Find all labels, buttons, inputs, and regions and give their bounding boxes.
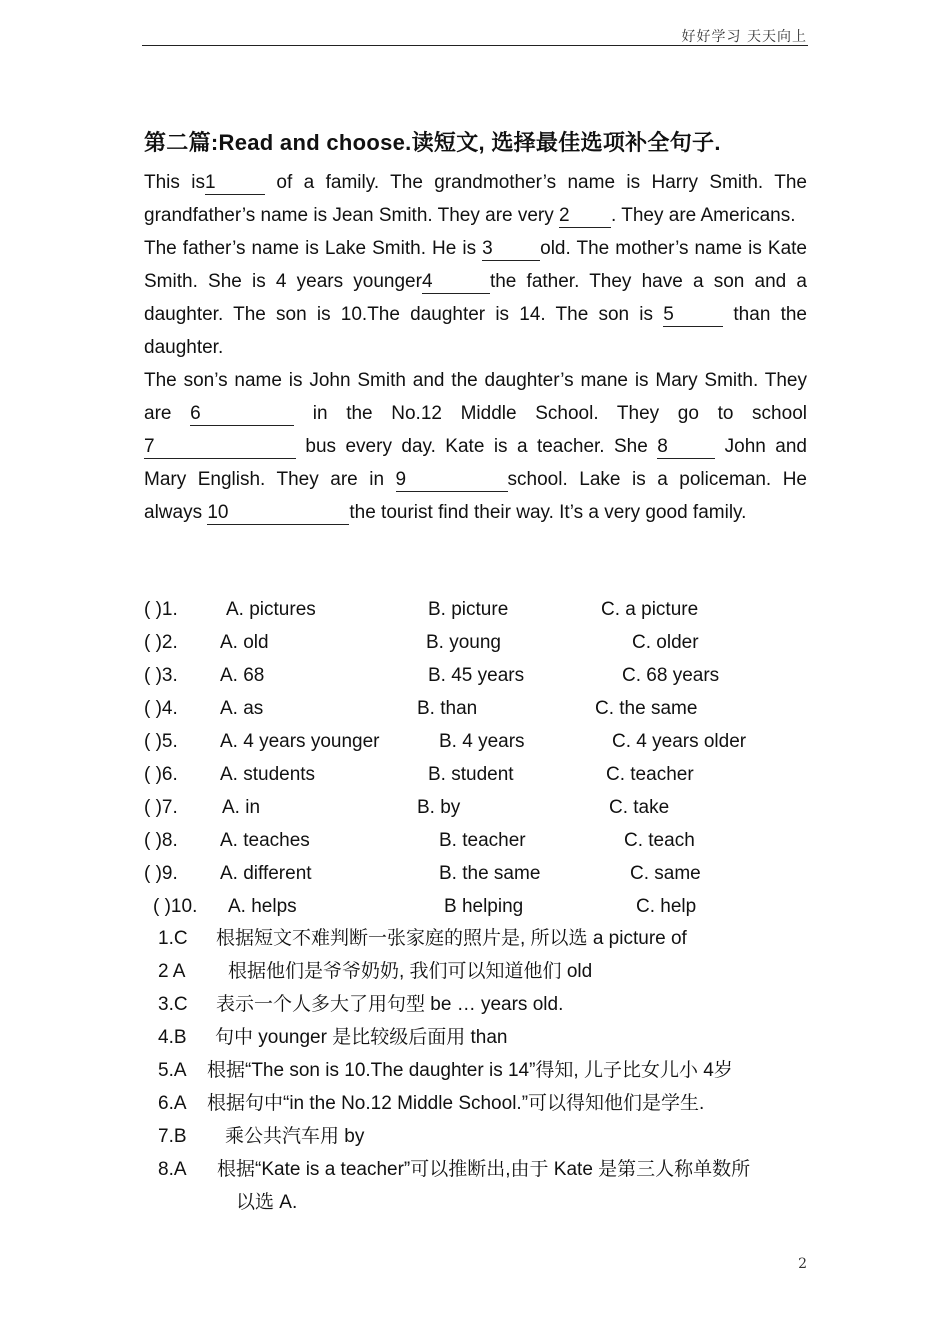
option-c: C. 68 years bbox=[622, 665, 720, 686]
option-c: C. take bbox=[609, 797, 670, 818]
option-b: B. student bbox=[428, 764, 514, 785]
section-title: 第二篇:Read and choose.读短文, 选择最佳选项补全句子. bbox=[144, 130, 721, 155]
answer-key: 7.B bbox=[158, 1126, 187, 1147]
blank-9: 9 bbox=[396, 469, 508, 492]
answer-key: 4.B bbox=[158, 1027, 187, 1048]
answer-explanation: 根据短文不难判断一张家庭的照片是, 所以选 a picture of bbox=[216, 928, 687, 949]
question-number: ( )7. bbox=[144, 797, 178, 818]
option-c: C. a picture bbox=[601, 599, 699, 620]
question-number: ( )6. bbox=[144, 764, 178, 785]
option-b: B. than bbox=[417, 698, 478, 719]
answer-key: 3.C bbox=[158, 994, 188, 1015]
option-a: A. students bbox=[220, 764, 316, 785]
option-b: B. young bbox=[426, 632, 501, 653]
question-number: ( )5. bbox=[144, 731, 178, 752]
answer-key: 5.A bbox=[158, 1060, 187, 1081]
blank-4: 4 bbox=[422, 271, 490, 294]
blank-10: 10 bbox=[207, 502, 349, 525]
blank-7: 7 bbox=[144, 436, 296, 459]
header-rule bbox=[142, 45, 808, 46]
blank-8: 8 bbox=[657, 436, 715, 459]
answer-explanation: 乘公共汽车用 by bbox=[225, 1126, 365, 1147]
answer-key: 6.A bbox=[158, 1093, 187, 1114]
option-a: A. teaches bbox=[220, 830, 310, 851]
passage-text: The father’s name is Lake Smith. He is bbox=[144, 238, 483, 259]
question-number: ( )4. bbox=[144, 698, 178, 719]
option-c: C. 4 years older bbox=[612, 731, 747, 752]
option-b: B. 45 years bbox=[428, 665, 525, 686]
option-a: A. pictures bbox=[226, 599, 316, 620]
option-b: B. the same bbox=[439, 863, 541, 884]
answer-explanation: 句中 younger 是比较级后面用 than bbox=[215, 1027, 508, 1048]
answer-explanation: 根据他们是爷爷奶奶, 我们可以知道他们 old bbox=[228, 961, 593, 982]
passage-text: bus every day. Kate is a teacher. She bbox=[296, 436, 658, 457]
answer-key: 2 A bbox=[158, 961, 186, 982]
option-a: A. 68 bbox=[220, 665, 265, 686]
passage-text: . They are Americans. bbox=[611, 205, 796, 226]
option-c: C. help bbox=[636, 896, 697, 917]
question-number: ( )3. bbox=[144, 665, 178, 686]
option-a: A. in bbox=[222, 797, 261, 818]
option-a: A. old bbox=[220, 632, 269, 653]
question-number: ( )10. bbox=[153, 896, 198, 917]
answer-key: 1.C bbox=[158, 928, 188, 949]
answer-explanation: 根据“Kate is a teacher”可以推断出,由于 Kate 是第三人称单数所 bbox=[217, 1159, 751, 1180]
option-a: A. as bbox=[220, 698, 264, 719]
answer-explanation: 根据“The son is 10.The daughter is 14”得知, 儿子比女儿小 4岁 bbox=[207, 1060, 733, 1081]
question-number: ( )1. bbox=[144, 599, 178, 620]
answer-key: 8.A bbox=[158, 1159, 187, 1180]
passage-text: the tourist find their way. It’s a very good family. bbox=[349, 502, 747, 523]
passage-text: of a family. The grandmother’s name is Harry Smith. The grandfather’s name is Jean Smith. They are very bbox=[144, 172, 807, 226]
passage-text: in the No.12 Middle School. They go to school bbox=[294, 403, 807, 424]
option-c: C. teacher bbox=[606, 764, 694, 785]
passage-paragraph-2 bbox=[144, 232, 807, 364]
option-c: C. older bbox=[632, 632, 699, 653]
page-number: 2 bbox=[798, 1256, 807, 1272]
option-b: B. 4 years bbox=[439, 731, 525, 752]
answer-explanation: 以选 A. bbox=[236, 1192, 298, 1213]
header-motto: 好好学习 天天向上 bbox=[681, 29, 807, 45]
option-a: A. helps bbox=[228, 896, 297, 917]
option-a: A. different bbox=[220, 863, 312, 884]
passage-text: John and Mary English. They are in bbox=[144, 436, 807, 490]
question-number: ( )8. bbox=[144, 830, 178, 851]
option-b: B. picture bbox=[428, 599, 509, 620]
passage-text: old. The mother’s name is Kate Smith. She is 4 years younger bbox=[144, 238, 807, 292]
passage-text: This is bbox=[144, 172, 206, 193]
blank-5: 5 bbox=[663, 304, 723, 327]
question-number: ( )2. bbox=[144, 632, 178, 653]
option-b: B. teacher bbox=[439, 830, 526, 851]
answer-explanation: 根据句中“in the No.12 Middle School.”可以得知他们是学生. bbox=[207, 1093, 705, 1114]
option-c: C. the same bbox=[595, 698, 698, 719]
blank-2: 2 bbox=[559, 205, 611, 228]
option-b: B helping bbox=[444, 896, 524, 917]
blank-3: 3 bbox=[482, 238, 540, 261]
option-a: A. 4 years younger bbox=[220, 731, 380, 752]
blank-6: 6 bbox=[190, 403, 294, 426]
passage bbox=[144, 166, 807, 529]
option-c: C. teach bbox=[624, 830, 695, 851]
passage-text: school. Lake is a policeman. He always bbox=[144, 469, 807, 523]
answer-explanation: 表示一个人多大了用句型 be … years old. bbox=[216, 994, 564, 1015]
blank-1: 1 bbox=[205, 172, 265, 195]
passage-paragraph-3 bbox=[144, 364, 807, 529]
passage-text: than the daughter. bbox=[144, 304, 807, 358]
question-number: ( )9. bbox=[144, 863, 178, 884]
passage-text: The son’s name is John Smith and the daughter’s mane is Mary Smith. They are bbox=[144, 370, 807, 424]
passage-paragraph-1 bbox=[144, 166, 807, 232]
option-c: C. same bbox=[630, 863, 701, 884]
passage-text: the father. They have a son and a daughter. The son is 10.The daughter is 14. The son is bbox=[144, 271, 807, 325]
option-b: B. by bbox=[417, 797, 461, 818]
